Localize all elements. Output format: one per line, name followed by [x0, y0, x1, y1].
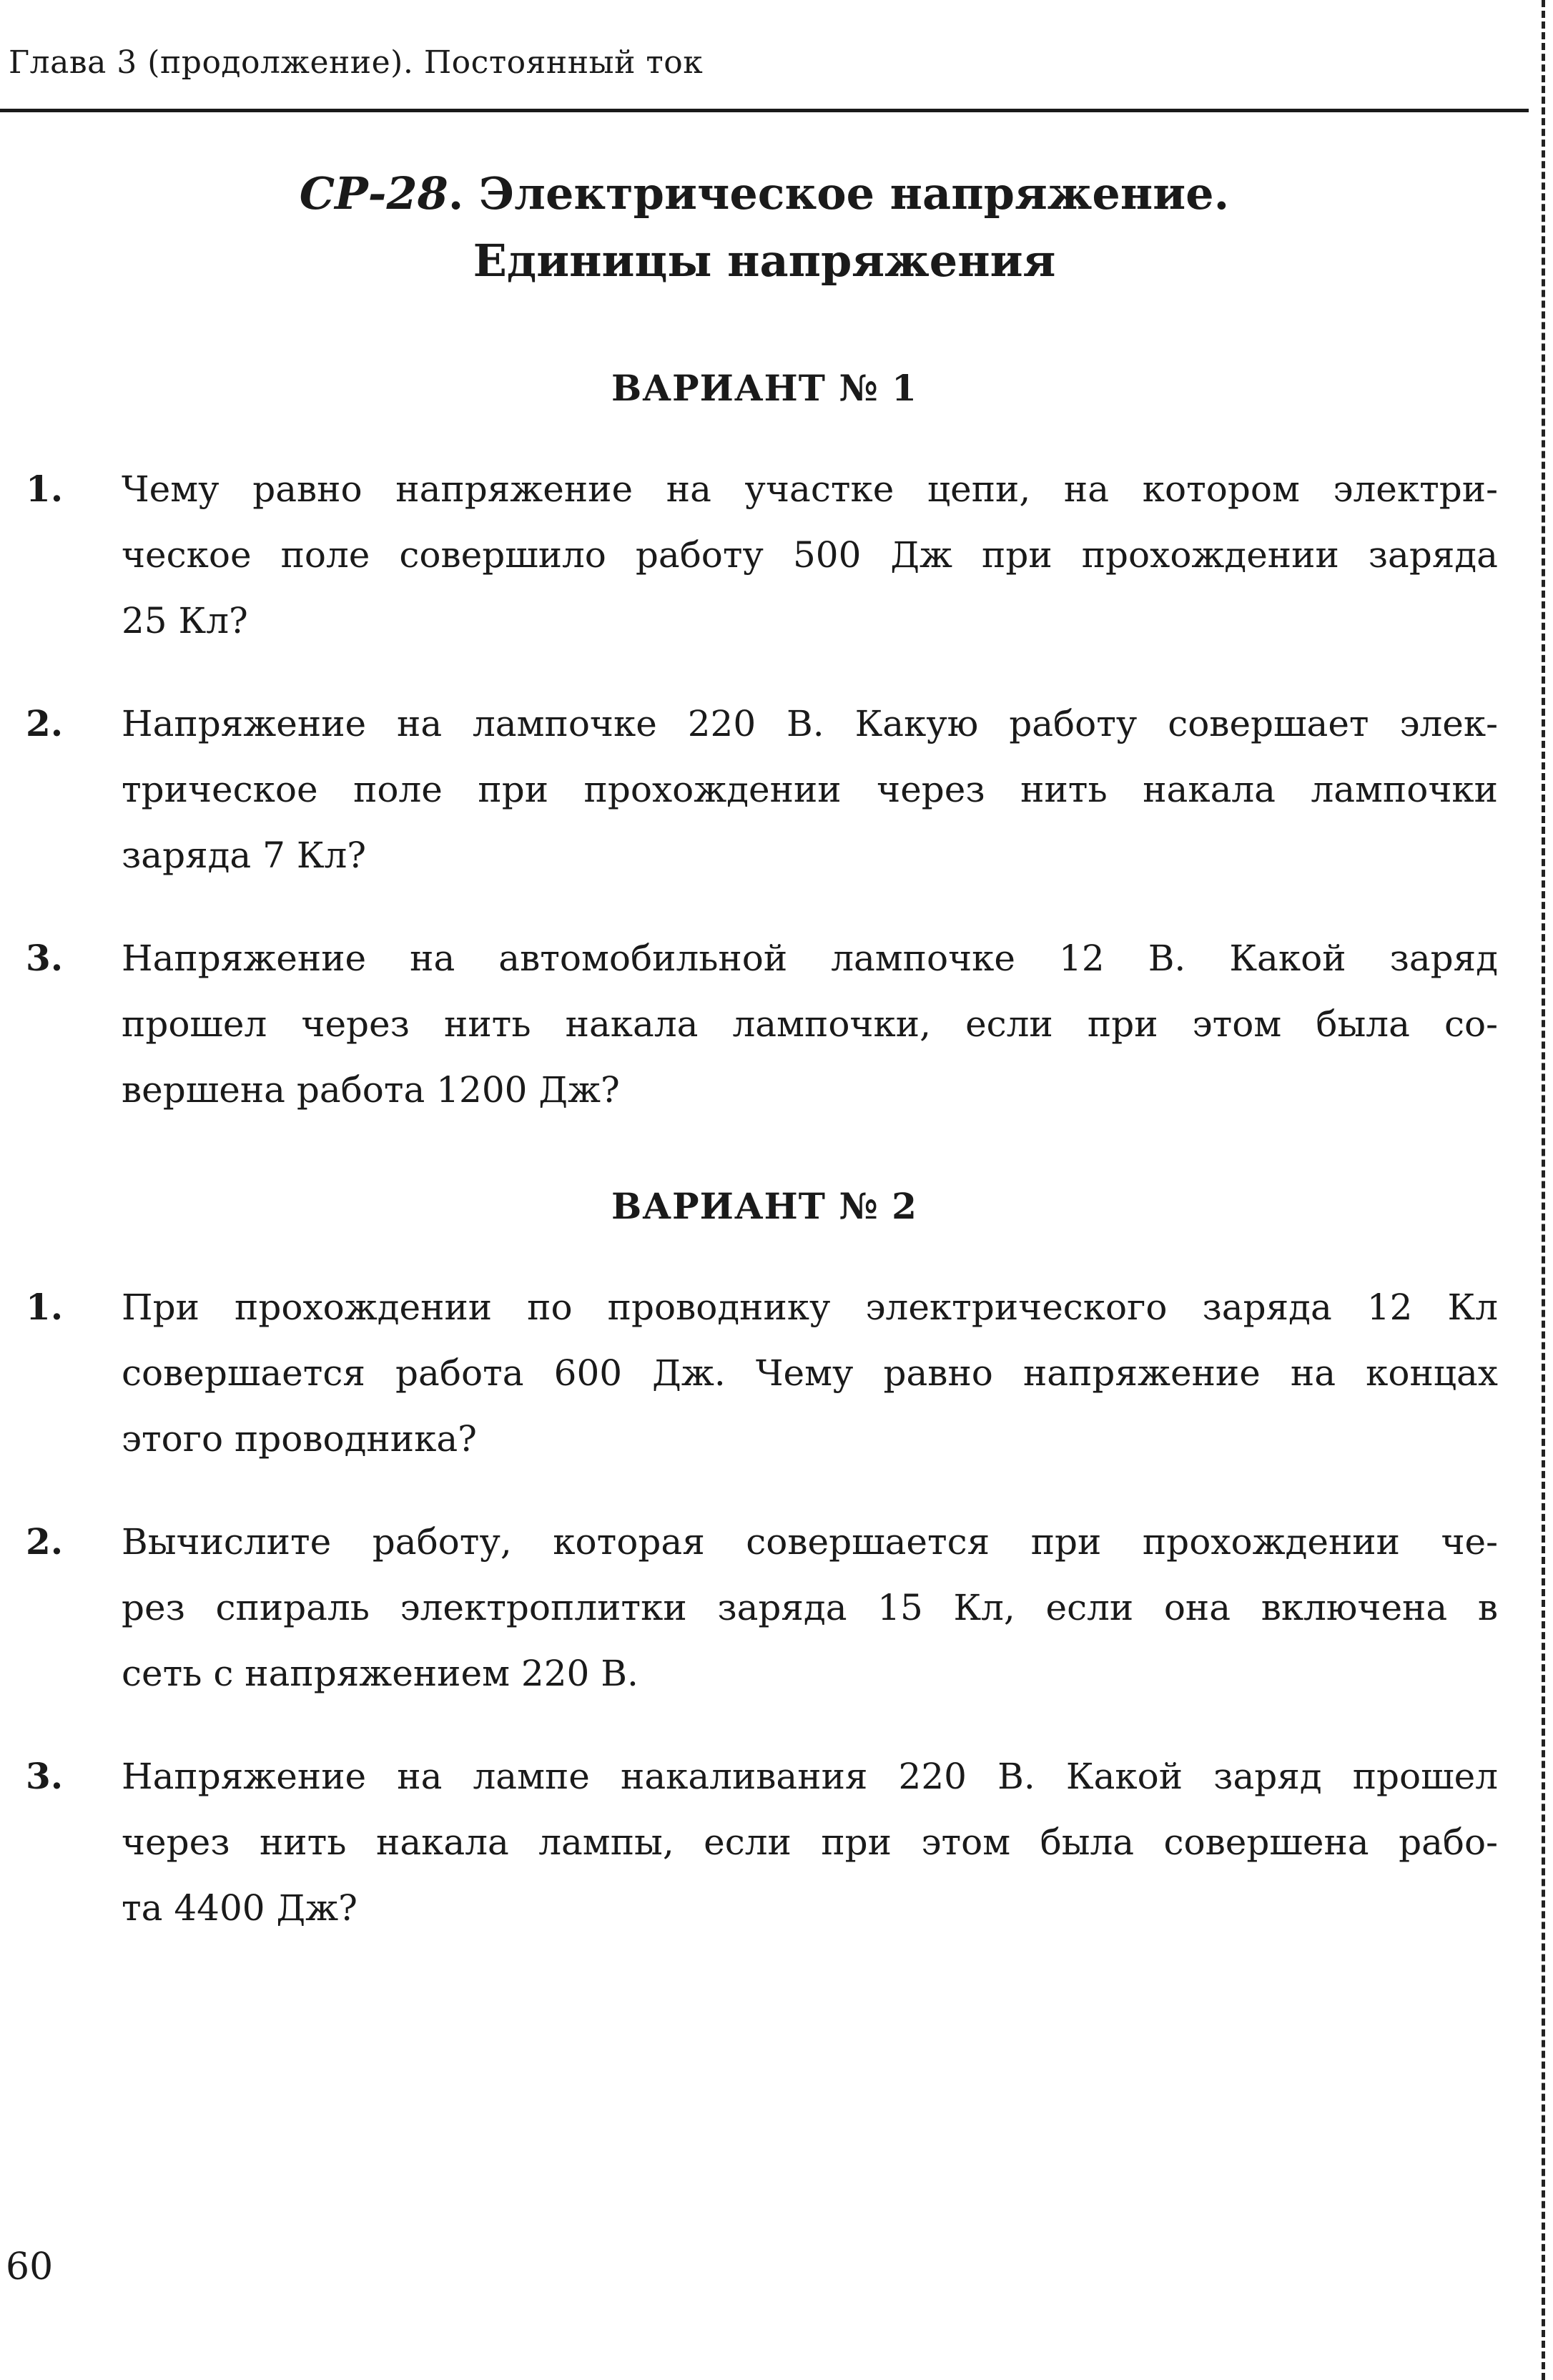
task-line: рез спираль электроплитки заряда 15 Кл, если она включена в: [122, 1587, 1498, 1628]
task-text: [122, 925, 1498, 1123]
task-line: сеть с напряжением 220 В.: [122, 1653, 639, 1694]
task-text: [122, 1744, 1498, 1941]
running-header: Глава 3 (продолжение). Постоянный ток: [9, 44, 704, 81]
task-line: вершена работа 1200 Дж?: [122, 1069, 620, 1111]
title-line-1-text: . Электрическое напряжение.: [448, 167, 1230, 220]
task-text: [122, 456, 1498, 654]
page-title-line-2: Единицы напряжения: [473, 235, 1056, 287]
task-line: Напряжение на автомобильной лампочке 12 В. Какой заряд: [122, 938, 1498, 979]
task-number: 1.: [26, 1286, 64, 1328]
task-line: через нить накала лампы, если при этом была совершена рабо-: [122, 1821, 1498, 1863]
task-line: ческое поле совершило работу 500 Дж при прохождении заряда: [122, 534, 1498, 576]
task-line: трическое поле при прохождении через нить накала лампочки: [122, 769, 1498, 810]
page-title-line-1: [0, 167, 1529, 220]
task-number: 2.: [26, 1520, 64, 1563]
task-number: 3.: [26, 937, 64, 979]
task-line: Напряжение на лампе накаливания 220 В. Какой заряд прошел: [122, 1756, 1498, 1797]
task-line: Вычислите работу, которая совершается при прохождении че-: [122, 1521, 1498, 1563]
task-text: [122, 691, 1498, 888]
task-line: заряда 7 Кл?: [122, 835, 367, 876]
page-number: 60: [6, 2246, 54, 2288]
cut-line: [1542, 0, 1545, 2380]
header-rule: [0, 109, 1529, 112]
title-code: СР-28: [299, 167, 448, 220]
task-text: [122, 1274, 1498, 1472]
task-number: 3.: [26, 1755, 64, 1797]
task-line: прошел через нить накала лампочки, если при этом была со-: [122, 1003, 1498, 1045]
task-line: При прохождении по проводнику электрического заряда 12 Кл: [122, 1287, 1498, 1328]
task-line: этого проводника?: [122, 1418, 477, 1460]
task-number: 2.: [26, 702, 64, 744]
task-number: 1.: [26, 468, 64, 510]
task-text: [122, 1509, 1498, 1706]
variant-1-heading: ВАРИАНТ № 1: [611, 367, 917, 409]
variant-2-heading: ВАРИАНТ № 2: [611, 1185, 917, 1227]
task-line: 25 Кл?: [122, 600, 248, 641]
task-line: Напряжение на лампочке 220 В. Какую работу совершает элек-: [122, 703, 1498, 744]
task-line: Чему равно напряжение на участке цепи, на котором электри-: [122, 468, 1498, 510]
task-line: та 4400 Дж?: [122, 1887, 358, 1929]
task-line: совершается работа 600 Дж. Чему равно напряжение на концах: [122, 1352, 1498, 1394]
